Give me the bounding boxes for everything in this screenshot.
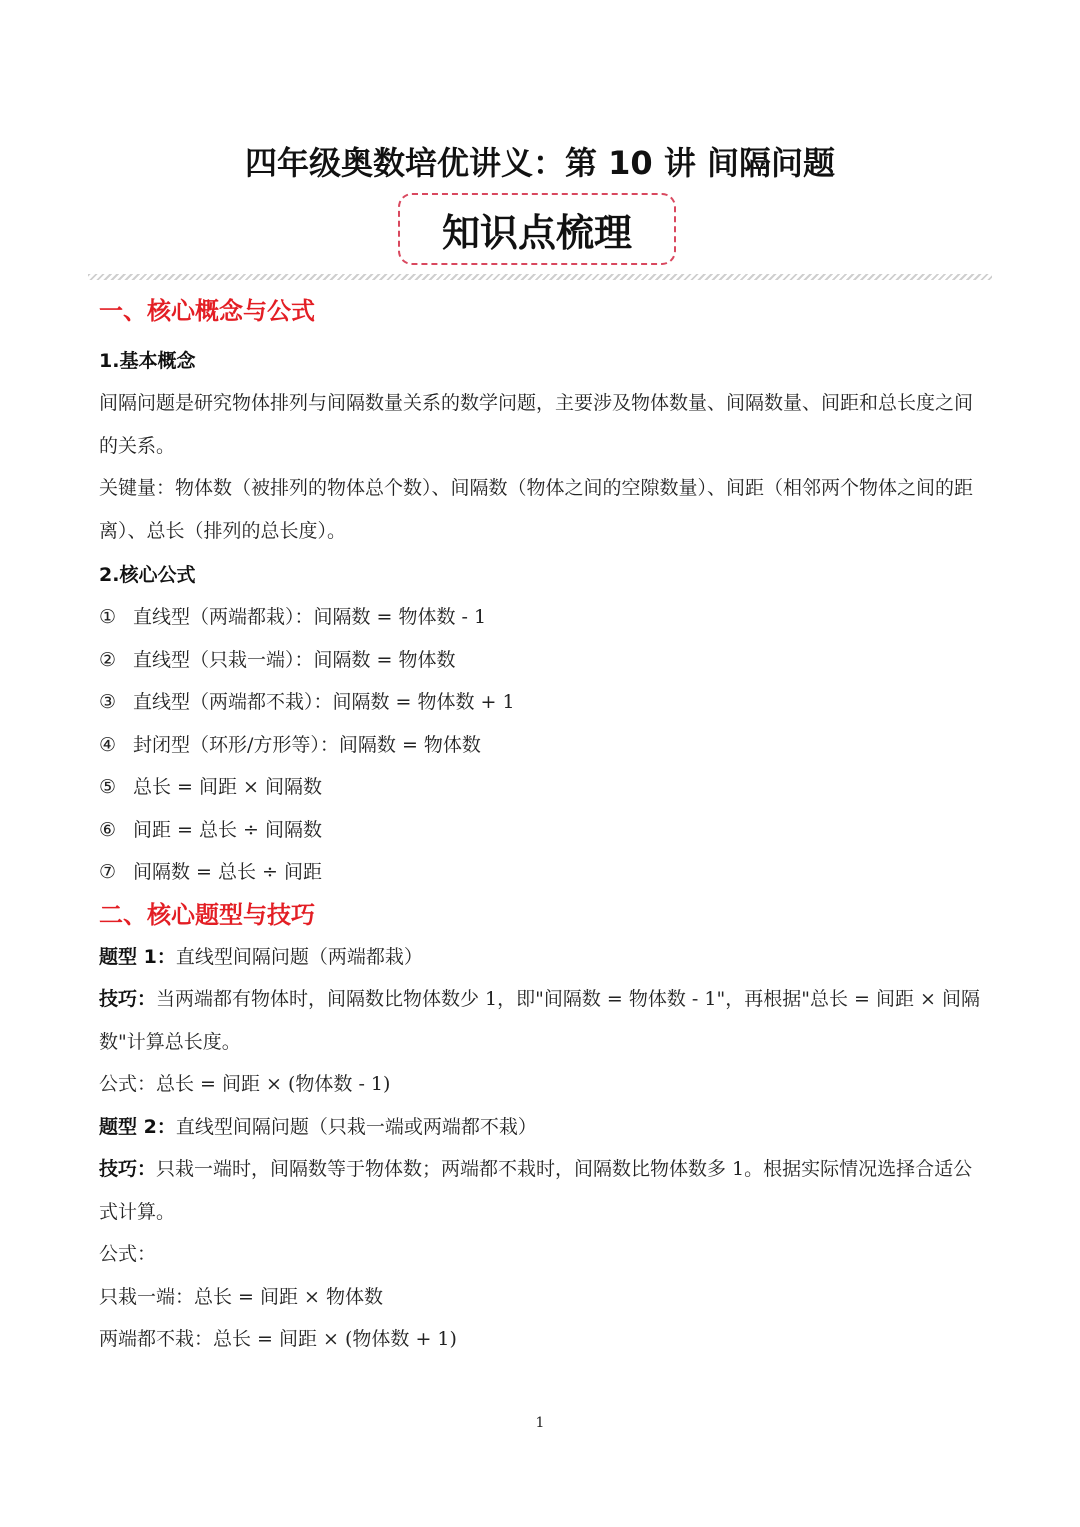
problem-type-text: 直线型间隔问题（两端都栽） — [175, 945, 423, 968]
problem-type-1-tip — [99, 978, 989, 1063]
problem-type-2-formula-a: 只栽一端：总长 = 间距 × 物体数 — [99, 1285, 383, 1308]
formula-item — [99, 639, 989, 682]
formula-number: ② — [99, 648, 117, 671]
formula-item — [99, 724, 989, 767]
formula-text: 封闭型（环形/方形等）：间隔数 = 物体数 — [133, 733, 481, 756]
formula-item — [99, 766, 989, 809]
formula-list — [99, 596, 989, 894]
formula-text: 间隔数 = 总长 ÷ 间距 — [133, 861, 322, 883]
formula-number: ③ — [99, 691, 117, 713]
problem-type-1-formula: 公式：总长 = 间距 × (物体数 - 1) — [99, 1073, 391, 1095]
formula-text: 总长 = 间距 × 间隔数 — [133, 776, 322, 798]
paragraph-definition: 间隔问题是研究物体排列与间隔数量关系的数学问题，主要涉及物体数量、间隔数量、间距和总长度之间的关系。 — [99, 392, 974, 457]
divider — [88, 274, 992, 280]
problem-type-label: 题型 1： — [99, 945, 176, 968]
problem-type-2-title — [99, 1106, 989, 1149]
tip-label: 技巧： — [99, 988, 157, 1010]
section-heading-problem-types: 二、核心题型与技巧 — [99, 900, 315, 929]
subheading-basic-concepts: 1.基本概念 — [99, 350, 196, 372]
formula-number: ⑥ — [99, 818, 117, 841]
formula-number: ⑦ — [99, 861, 117, 883]
problem-type-1-title — [99, 936, 989, 979]
document-body — [99, 290, 989, 1361]
problem-type-2-formula-label: 公式： — [99, 1243, 157, 1265]
subheading-core-formulas: 2.核心公式 — [99, 564, 196, 586]
page-number: 1 — [535, 1415, 545, 1431]
section-badge: 知识点梳理 — [398, 193, 676, 265]
problem-type-2-formula-b: 两端都不栽：总长 = 间距 × (物体数 + 1) — [99, 1328, 457, 1350]
formula-number: ⑤ — [99, 776, 117, 798]
formula-text: 间距 = 总长 ÷ 间隔数 — [133, 818, 322, 841]
problem-type-2-tip — [99, 1148, 989, 1233]
formula-text: 直线型（两端都不栽）：间隔数 = 物体数 + 1 — [133, 691, 515, 713]
page-title: 四年级奥数培优讲义：第 10 讲 间隔问题 — [245, 144, 835, 182]
formula-number: ④ — [99, 733, 117, 756]
formula-text: 直线型（只栽一端）：间隔数 = 物体数 — [133, 648, 456, 671]
formula-number: ① — [99, 606, 117, 628]
formula-item — [99, 596, 989, 639]
section-heading-concepts: 一、核心概念与公式 — [99, 297, 315, 325]
formula-text: 直线型（两端都栽）：间隔数 = 物体数 - 1 — [133, 606, 487, 628]
paragraph-key-quantities: 关键量：物体数（被排列的物体总个数）、间隔数（物体之间的空隙数量）、间距（相邻两个物体之间的距离）、总长（排列的总长度）。 — [99, 477, 974, 542]
tip-label: 技巧： — [99, 1158, 157, 1180]
formula-item — [99, 851, 989, 894]
problem-type-label: 题型 2： — [99, 1115, 176, 1138]
problem-type-text: 直线型间隔问题（只栽一端或两端都不栽） — [175, 1115, 537, 1138]
formula-item — [99, 809, 989, 852]
tip-text: 当两端都有物体时，间隔数比物体数少 1，即"间隔数 = 物体数 - 1"，再根据"总长 = 间距 × 间隔数"计算总长度。 — [99, 988, 980, 1053]
tip-text: 只栽一端时，间隔数等于物体数；两端都不栽时，间隔数比物体数多 1。根据实际情况选择合适公式计算。 — [99, 1158, 973, 1223]
formula-item — [99, 681, 989, 724]
